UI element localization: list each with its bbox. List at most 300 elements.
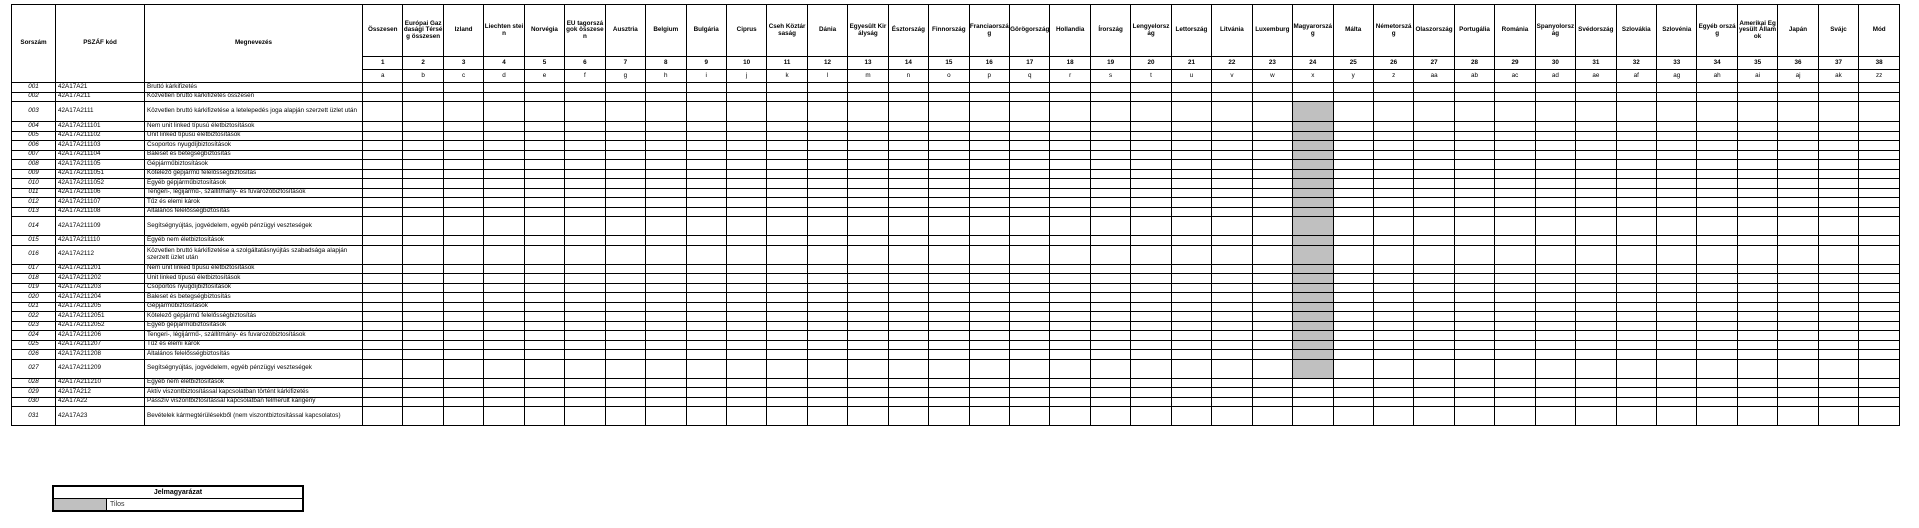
data-cell[interactable]	[1818, 283, 1858, 293]
data-cell[interactable]	[1252, 169, 1292, 179]
data-cell[interactable]	[524, 169, 564, 179]
data-cell[interactable]	[1657, 331, 1697, 341]
data-cell[interactable]	[767, 131, 807, 141]
data-cell[interactable]	[646, 179, 686, 189]
data-cell[interactable]	[929, 283, 969, 293]
data-cell[interactable]	[1293, 388, 1333, 398]
data-cell[interactable]	[1293, 293, 1333, 303]
data-cell[interactable]	[1778, 388, 1818, 398]
data-cell[interactable]	[929, 122, 969, 132]
data-cell[interactable]	[969, 198, 1009, 208]
data-cell[interactable]	[1131, 179, 1171, 189]
data-cell[interactable]	[1737, 150, 1777, 160]
data-cell[interactable]	[1616, 388, 1656, 398]
data-cell[interactable]	[1697, 340, 1737, 350]
data-cell[interactable]	[848, 236, 888, 246]
data-cell[interactable]	[1657, 245, 1697, 264]
data-cell[interactable]	[605, 359, 645, 378]
data-cell[interactable]	[1576, 169, 1616, 179]
data-cell[interactable]	[1131, 312, 1171, 322]
data-cell[interactable]	[1171, 236, 1211, 246]
data-cell[interactable]	[484, 293, 524, 303]
data-cell[interactable]	[807, 283, 847, 293]
data-cell[interactable]	[888, 378, 928, 388]
data-cell[interactable]	[807, 207, 847, 217]
data-cell[interactable]	[1252, 293, 1292, 303]
data-cell[interactable]	[1818, 102, 1858, 122]
data-cell[interactable]	[363, 321, 403, 331]
data-cell[interactable]	[1212, 188, 1252, 198]
data-cell[interactable]	[767, 274, 807, 284]
data-cell[interactable]	[1293, 331, 1333, 341]
data-cell[interactable]	[1373, 293, 1413, 303]
data-cell[interactable]	[1050, 122, 1090, 132]
data-cell[interactable]	[403, 169, 443, 179]
data-cell[interactable]	[1616, 350, 1656, 360]
data-cell[interactable]	[1657, 293, 1697, 303]
data-cell[interactable]	[1737, 83, 1777, 93]
data-cell[interactable]	[1697, 283, 1737, 293]
data-cell[interactable]	[1252, 378, 1292, 388]
data-cell[interactable]	[1090, 359, 1130, 378]
data-cell[interactable]	[888, 169, 928, 179]
data-cell[interactable]	[1414, 274, 1454, 284]
data-cell[interactable]	[1373, 397, 1413, 407]
data-cell[interactable]	[363, 245, 403, 264]
data-cell[interactable]	[1212, 397, 1252, 407]
data-cell[interactable]	[929, 217, 969, 236]
data-cell[interactable]	[1657, 340, 1697, 350]
data-cell[interactable]	[1131, 160, 1171, 170]
data-cell[interactable]	[1090, 236, 1130, 246]
data-cell[interactable]	[888, 359, 928, 378]
data-cell[interactable]	[1859, 92, 1900, 102]
data-cell[interactable]	[1373, 331, 1413, 341]
data-cell[interactable]	[1657, 188, 1697, 198]
data-cell[interactable]	[363, 131, 403, 141]
data-cell[interactable]	[1171, 179, 1211, 189]
data-cell[interactable]	[1495, 83, 1535, 93]
data-cell[interactable]	[1859, 378, 1900, 388]
data-cell[interactable]	[1252, 131, 1292, 141]
data-cell[interactable]	[1131, 169, 1171, 179]
data-cell[interactable]	[1616, 340, 1656, 350]
data-cell[interactable]	[1050, 179, 1090, 189]
data-cell[interactable]	[1333, 198, 1373, 208]
data-cell[interactable]	[1252, 388, 1292, 398]
data-cell[interactable]	[686, 283, 726, 293]
data-cell[interactable]	[403, 122, 443, 132]
data-cell[interactable]	[1171, 378, 1211, 388]
data-cell[interactable]	[1333, 388, 1373, 398]
data-cell[interactable]	[1737, 274, 1777, 284]
data-cell[interactable]	[1535, 236, 1575, 246]
data-cell[interactable]	[686, 359, 726, 378]
data-cell[interactable]	[565, 378, 605, 388]
data-cell[interactable]	[1535, 321, 1575, 331]
data-cell[interactable]	[686, 141, 726, 151]
data-cell[interactable]	[1010, 131, 1050, 141]
data-cell[interactable]	[1535, 217, 1575, 236]
data-cell[interactable]	[1576, 264, 1616, 274]
data-cell[interactable]	[1778, 321, 1818, 331]
data-cell[interactable]	[1212, 160, 1252, 170]
data-cell[interactable]	[1212, 83, 1252, 93]
data-cell[interactable]	[1818, 331, 1858, 341]
data-cell[interactable]	[484, 359, 524, 378]
data-cell[interactable]	[807, 264, 847, 274]
data-cell[interactable]	[767, 188, 807, 198]
data-cell[interactable]	[1818, 169, 1858, 179]
data-cell[interactable]	[484, 264, 524, 274]
data-cell[interactable]	[403, 198, 443, 208]
data-cell[interactable]	[605, 407, 645, 426]
data-cell[interactable]	[1737, 169, 1777, 179]
data-cell[interactable]	[1373, 245, 1413, 264]
data-cell[interactable]	[1252, 331, 1292, 341]
data-cell[interactable]	[1454, 264, 1494, 274]
data-cell[interactable]	[443, 407, 483, 426]
data-cell[interactable]	[969, 141, 1009, 151]
data-cell[interactable]	[1050, 150, 1090, 160]
data-cell[interactable]	[767, 312, 807, 322]
data-cell[interactable]	[1859, 102, 1900, 122]
data-cell[interactable]	[1576, 207, 1616, 217]
data-cell[interactable]	[1576, 350, 1616, 360]
data-cell[interactable]	[1535, 293, 1575, 303]
data-cell[interactable]	[443, 388, 483, 398]
data-cell[interactable]	[524, 283, 564, 293]
data-cell[interactable]	[969, 302, 1009, 312]
data-cell[interactable]	[1090, 274, 1130, 284]
data-cell[interactable]	[363, 217, 403, 236]
data-cell[interactable]	[1414, 150, 1454, 160]
data-cell[interactable]	[1171, 274, 1211, 284]
data-cell[interactable]	[1778, 350, 1818, 360]
data-cell[interactable]	[807, 407, 847, 426]
data-cell[interactable]	[1576, 321, 1616, 331]
data-cell[interactable]	[1090, 388, 1130, 398]
data-cell[interactable]	[1252, 198, 1292, 208]
data-cell[interactable]	[1778, 83, 1818, 93]
data-cell[interactable]	[1859, 302, 1900, 312]
data-cell[interactable]	[1090, 407, 1130, 426]
data-cell[interactable]	[1212, 350, 1252, 360]
data-cell[interactable]	[888, 131, 928, 141]
data-cell[interactable]	[686, 397, 726, 407]
data-cell[interactable]	[1010, 179, 1050, 189]
data-cell[interactable]	[1212, 321, 1252, 331]
data-cell[interactable]	[888, 141, 928, 151]
data-cell[interactable]	[1090, 293, 1130, 303]
data-cell[interactable]	[888, 122, 928, 132]
data-cell[interactable]	[1131, 150, 1171, 160]
data-cell[interactable]	[1576, 302, 1616, 312]
data-cell[interactable]	[1171, 321, 1211, 331]
data-cell[interactable]	[1252, 407, 1292, 426]
data-cell[interactable]	[1576, 198, 1616, 208]
data-cell[interactable]	[1010, 359, 1050, 378]
data-cell[interactable]	[605, 378, 645, 388]
data-cell[interactable]	[646, 169, 686, 179]
data-cell[interactable]	[1333, 397, 1373, 407]
data-cell[interactable]	[363, 312, 403, 322]
data-cell[interactable]	[1576, 283, 1616, 293]
data-cell[interactable]	[1454, 274, 1494, 284]
data-cell[interactable]	[484, 131, 524, 141]
data-cell[interactable]	[1252, 102, 1292, 122]
data-cell[interactable]	[807, 102, 847, 122]
data-cell[interactable]	[1090, 198, 1130, 208]
data-cell[interactable]	[767, 169, 807, 179]
data-cell[interactable]	[1818, 150, 1858, 160]
data-cell[interactable]	[848, 312, 888, 322]
data-cell[interactable]	[929, 236, 969, 246]
data-cell[interactable]	[1818, 378, 1858, 388]
data-cell[interactable]	[1212, 207, 1252, 217]
data-cell[interactable]	[969, 83, 1009, 93]
data-cell[interactable]	[726, 83, 766, 93]
data-cell[interactable]	[646, 131, 686, 141]
data-cell[interactable]	[1010, 169, 1050, 179]
data-cell[interactable]	[1010, 217, 1050, 236]
data-cell[interactable]	[767, 283, 807, 293]
data-cell[interactable]	[1414, 92, 1454, 102]
data-cell[interactable]	[524, 245, 564, 264]
data-cell[interactable]	[1010, 293, 1050, 303]
data-cell[interactable]	[1252, 283, 1292, 293]
data-cell[interactable]	[1414, 407, 1454, 426]
data-cell[interactable]	[1737, 397, 1777, 407]
data-cell[interactable]	[1252, 350, 1292, 360]
data-cell[interactable]	[1657, 350, 1697, 360]
data-cell[interactable]	[686, 188, 726, 198]
data-cell[interactable]	[1414, 302, 1454, 312]
data-cell[interactable]	[1859, 312, 1900, 322]
data-cell[interactable]	[888, 83, 928, 93]
data-cell[interactable]	[1293, 83, 1333, 93]
data-cell[interactable]	[443, 83, 483, 93]
data-cell[interactable]	[726, 350, 766, 360]
data-cell[interactable]	[767, 150, 807, 160]
data-cell[interactable]	[484, 92, 524, 102]
data-cell[interactable]	[524, 312, 564, 322]
data-cell[interactable]	[443, 312, 483, 322]
data-cell[interactable]	[363, 179, 403, 189]
data-cell[interactable]	[726, 141, 766, 151]
data-cell[interactable]	[1616, 160, 1656, 170]
data-cell[interactable]	[807, 397, 847, 407]
data-cell[interactable]	[1050, 312, 1090, 322]
data-cell[interactable]	[1414, 359, 1454, 378]
data-cell[interactable]	[929, 92, 969, 102]
data-cell[interactable]	[443, 160, 483, 170]
data-cell[interactable]	[1171, 102, 1211, 122]
data-cell[interactable]	[1050, 274, 1090, 284]
data-cell[interactable]	[1050, 92, 1090, 102]
data-cell[interactable]	[969, 131, 1009, 141]
data-cell[interactable]	[1657, 359, 1697, 378]
data-cell[interactable]	[1737, 102, 1777, 122]
data-cell[interactable]	[363, 283, 403, 293]
data-cell[interactable]	[1859, 264, 1900, 274]
data-cell[interactable]	[565, 217, 605, 236]
data-cell[interactable]	[1859, 388, 1900, 398]
data-cell[interactable]	[484, 378, 524, 388]
data-cell[interactable]	[726, 388, 766, 398]
data-cell[interactable]	[1495, 169, 1535, 179]
data-cell[interactable]	[1697, 141, 1737, 151]
data-cell[interactable]	[1576, 312, 1616, 322]
data-cell[interactable]	[1090, 283, 1130, 293]
data-cell[interactable]	[403, 131, 443, 141]
data-cell[interactable]	[888, 388, 928, 398]
data-cell[interactable]	[929, 331, 969, 341]
data-cell[interactable]	[443, 188, 483, 198]
data-cell[interactable]	[767, 141, 807, 151]
data-cell[interactable]	[1373, 207, 1413, 217]
data-cell[interactable]	[1495, 293, 1535, 303]
data-cell[interactable]	[1212, 312, 1252, 322]
data-cell[interactable]	[1293, 359, 1333, 378]
data-cell[interactable]	[1454, 179, 1494, 189]
data-cell[interactable]	[1454, 331, 1494, 341]
data-cell[interactable]	[1090, 150, 1130, 160]
data-cell[interactable]	[484, 407, 524, 426]
data-cell[interactable]	[403, 207, 443, 217]
data-cell[interactable]	[1050, 340, 1090, 350]
data-cell[interactable]	[524, 397, 564, 407]
data-cell[interactable]	[1252, 141, 1292, 151]
data-cell[interactable]	[1616, 188, 1656, 198]
data-cell[interactable]	[1778, 188, 1818, 198]
data-cell[interactable]	[1576, 331, 1616, 341]
data-cell[interactable]	[1616, 321, 1656, 331]
data-cell[interactable]	[726, 283, 766, 293]
data-cell[interactable]	[1414, 207, 1454, 217]
data-cell[interactable]	[646, 388, 686, 398]
data-cell[interactable]	[1414, 217, 1454, 236]
data-cell[interactable]	[443, 359, 483, 378]
data-cell[interactable]	[565, 169, 605, 179]
data-cell[interactable]	[403, 141, 443, 151]
data-cell[interactable]	[1333, 122, 1373, 132]
data-cell[interactable]	[1252, 150, 1292, 160]
data-cell[interactable]	[888, 331, 928, 341]
data-cell[interactable]	[1212, 388, 1252, 398]
data-cell[interactable]	[1495, 340, 1535, 350]
data-cell[interactable]	[1778, 312, 1818, 322]
data-cell[interactable]	[767, 160, 807, 170]
data-cell[interactable]	[1131, 407, 1171, 426]
data-cell[interactable]	[1859, 131, 1900, 141]
data-cell[interactable]	[1454, 160, 1494, 170]
data-cell[interactable]	[726, 302, 766, 312]
data-cell[interactable]	[1859, 274, 1900, 284]
data-cell[interactable]	[1212, 131, 1252, 141]
data-cell[interactable]	[1131, 340, 1171, 350]
data-cell[interactable]	[1010, 378, 1050, 388]
data-cell[interactable]	[524, 198, 564, 208]
data-cell[interactable]	[1010, 302, 1050, 312]
data-cell[interactable]	[1373, 102, 1413, 122]
data-cell[interactable]	[484, 274, 524, 284]
data-cell[interactable]	[1697, 122, 1737, 132]
data-cell[interactable]	[686, 302, 726, 312]
data-cell[interactable]	[1495, 397, 1535, 407]
data-cell[interactable]	[1737, 179, 1777, 189]
data-cell[interactable]	[1818, 397, 1858, 407]
data-cell[interactable]	[848, 160, 888, 170]
data-cell[interactable]	[646, 102, 686, 122]
data-cell[interactable]	[1859, 169, 1900, 179]
data-cell[interactable]	[524, 359, 564, 378]
data-cell[interactable]	[929, 169, 969, 179]
data-cell[interactable]	[524, 274, 564, 284]
data-cell[interactable]	[403, 160, 443, 170]
data-cell[interactable]	[807, 302, 847, 312]
data-cell[interactable]	[1171, 388, 1211, 398]
data-cell[interactable]	[443, 92, 483, 102]
data-cell[interactable]	[1050, 83, 1090, 93]
data-cell[interactable]	[565, 312, 605, 322]
data-cell[interactable]	[363, 198, 403, 208]
data-cell[interactable]	[1616, 397, 1656, 407]
data-cell[interactable]	[1737, 264, 1777, 274]
data-cell[interactable]	[524, 388, 564, 398]
data-cell[interactable]	[1859, 150, 1900, 160]
data-cell[interactable]	[605, 302, 645, 312]
data-cell[interactable]	[1050, 141, 1090, 151]
data-cell[interactable]	[363, 407, 403, 426]
data-cell[interactable]	[443, 321, 483, 331]
data-cell[interactable]	[646, 331, 686, 341]
data-cell[interactable]	[363, 293, 403, 303]
data-cell[interactable]	[565, 150, 605, 160]
data-cell[interactable]	[1333, 217, 1373, 236]
data-cell[interactable]	[1778, 150, 1818, 160]
data-cell[interactable]	[1010, 188, 1050, 198]
data-cell[interactable]	[1171, 245, 1211, 264]
data-cell[interactable]	[1737, 340, 1777, 350]
data-cell[interactable]	[1576, 378, 1616, 388]
data-cell[interactable]	[646, 236, 686, 246]
data-cell[interactable]	[646, 122, 686, 132]
data-cell[interactable]	[888, 274, 928, 284]
data-cell[interactable]	[1737, 293, 1777, 303]
data-cell[interactable]	[1131, 102, 1171, 122]
data-cell[interactable]	[1090, 179, 1130, 189]
data-cell[interactable]	[1414, 131, 1454, 141]
data-cell[interactable]	[1373, 264, 1413, 274]
data-cell[interactable]	[1495, 264, 1535, 274]
data-cell[interactable]	[1535, 397, 1575, 407]
data-cell[interactable]	[1131, 122, 1171, 132]
data-cell[interactable]	[1616, 312, 1656, 322]
data-cell[interactable]	[484, 236, 524, 246]
data-cell[interactable]	[807, 188, 847, 198]
data-cell[interactable]	[726, 236, 766, 246]
data-cell[interactable]	[1859, 397, 1900, 407]
data-cell[interactable]	[1090, 141, 1130, 151]
data-cell[interactable]	[484, 397, 524, 407]
data-cell[interactable]	[1333, 264, 1373, 274]
data-cell[interactable]	[848, 207, 888, 217]
data-cell[interactable]	[1737, 198, 1777, 208]
data-cell[interactable]	[807, 198, 847, 208]
data-cell[interactable]	[1697, 217, 1737, 236]
data-cell[interactable]	[484, 302, 524, 312]
